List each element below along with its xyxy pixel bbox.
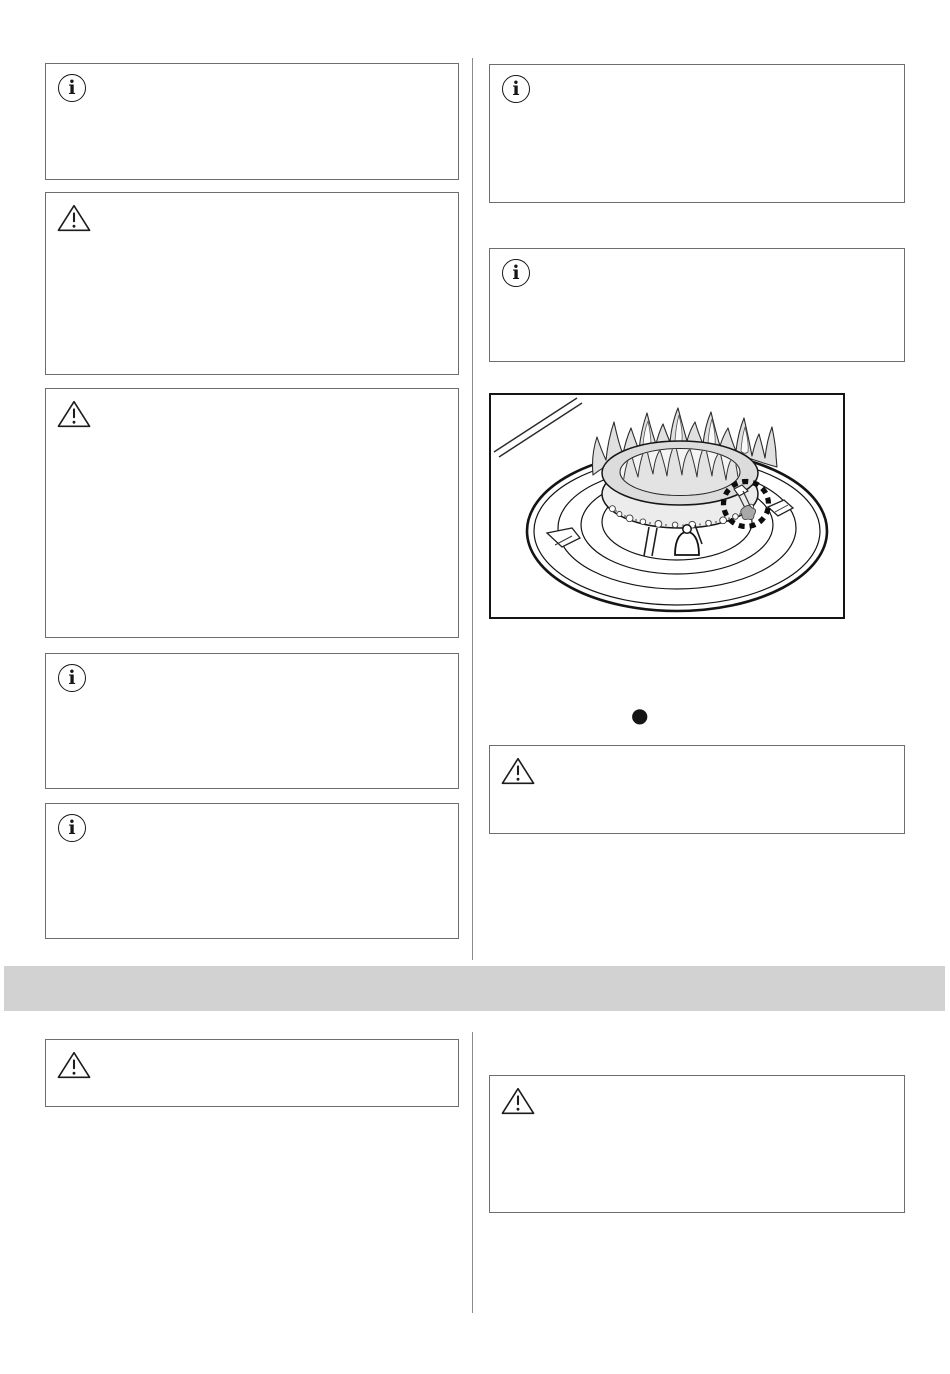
- note-warning-1: [45, 192, 459, 375]
- warning-icon: [57, 399, 91, 434]
- list-bullet: ●: [631, 703, 649, 727]
- gas-burner-illustration: [491, 395, 843, 617]
- note-info-4: [489, 64, 905, 203]
- info-glyph: i: [68, 76, 76, 99]
- info-glyph: i: [512, 77, 520, 100]
- info-icon: [58, 664, 86, 692]
- warning-icon: [57, 1050, 91, 1085]
- note-info-3: [45, 803, 459, 939]
- column-divider-bottom: [472, 1032, 473, 1313]
- info-icon: [58, 74, 86, 102]
- note-info-2: [45, 653, 459, 789]
- column-divider-top: [472, 58, 473, 960]
- info-icon: [502, 259, 530, 287]
- note-warning-4: [45, 1039, 459, 1107]
- warning-icon: [501, 756, 535, 791]
- note-info-5: [489, 248, 905, 362]
- warning-icon: [501, 1086, 535, 1121]
- info-icon: [502, 75, 530, 103]
- note-info-1: [45, 63, 459, 180]
- note-warning-2: [45, 388, 459, 638]
- info-glyph: i: [68, 666, 76, 689]
- note-warning-3: [489, 745, 905, 834]
- burner-flame-figure: [489, 393, 845, 619]
- info-glyph: i: [512, 261, 520, 284]
- warning-icon: [57, 203, 91, 238]
- info-glyph: i: [68, 816, 76, 839]
- info-icon: [58, 814, 86, 842]
- note-warning-5: [489, 1075, 905, 1213]
- section-heading-band: [4, 966, 945, 1011]
